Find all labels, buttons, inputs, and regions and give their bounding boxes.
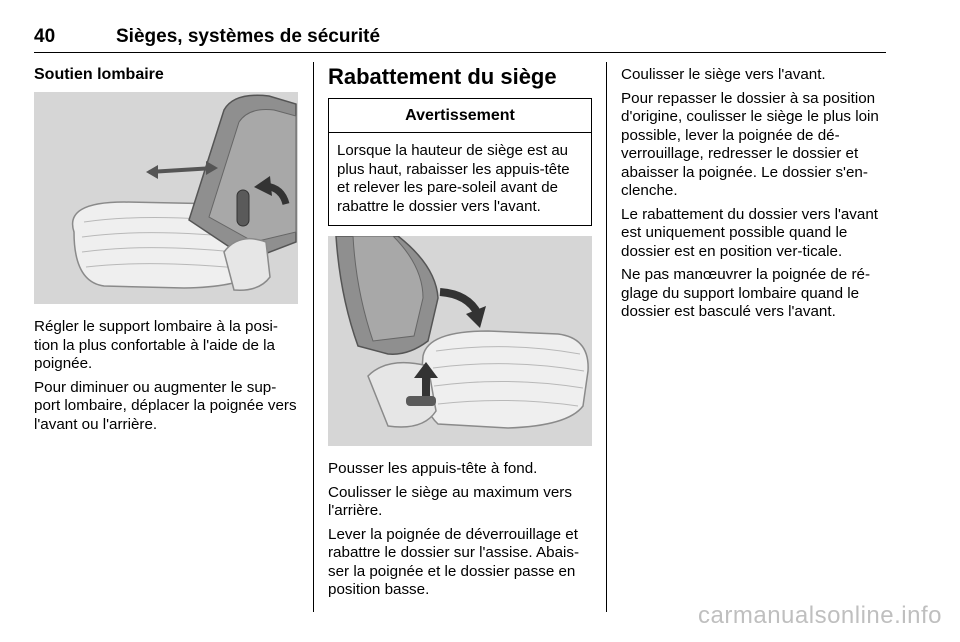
- column-seat-folding: [328, 62, 592, 605]
- return-paragraph-4: Ne pas manœuvrer la poignée de ré-glage du support lombaire quand le dossier est basculé vers l'avant.: [621, 266, 871, 320]
- section-title: Sièges, systèmes de sécurité: [116, 26, 381, 47]
- warning-title: Avertissement: [329, 99, 591, 133]
- folding-paragraph-3: Lever la poignée de déverrouillage et rabattre le dossier sur l'assise. Abais-ser la poignée et le dossier passe en position basse.: [328, 525, 580, 598]
- watermark: carmanualsonline.info: [698, 602, 942, 629]
- folding-paragraph-1: Pousser les appuis-tête à fond.: [328, 460, 538, 477]
- seat-folding-heading: Rabattement du siège: [328, 64, 557, 89]
- return-paragraph-1: Coulisser le siège vers l'avant.: [621, 66, 826, 83]
- column-seat-return: [621, 62, 887, 327]
- warning-text: Lorsque la hauteur de siège est au plus haut, rabaisser les appuis-tête et relever les pare-soleil avant de rabattre le dossier vers l'avant.: [337, 142, 570, 215]
- column-lumbar-support: [34, 62, 298, 439]
- page-number: 40: [34, 26, 56, 47]
- warning-box: [328, 98, 592, 226]
- page-header: [34, 24, 886, 53]
- return-paragraph-2: Pour repasser le dossier à sa position d'origine, coulisser le siège le plus loin possible, lever la poignée de dé-verrouillage, redresser le dossier et abaisser la poignée. Le dossier s'en-clenche.: [621, 89, 879, 199]
- column-divider: [313, 62, 314, 612]
- lumbar-paragraph-2: Pour diminuer ou augmenter le sup-port lombaire, déplacer la poignée vers l'avant ou l'arrière.: [34, 378, 297, 433]
- lumbar-paragraph-1: Régler le support lombaire à la posi-tion la plus confortable à l'aide de la poignée.: [34, 318, 278, 372]
- column-divider: [606, 62, 607, 612]
- lumbar-support-heading: Soutien lombaire: [34, 66, 164, 83]
- folding-paragraph-2: Coulisser le siège au maximum vers l'arrière.: [328, 483, 572, 519]
- lumbar-support-illustration: [34, 92, 298, 304]
- return-paragraph-3: Le rabattement du dossier vers l'avant est uniquement possible quand le dossier est en position ver-ticale.: [621, 205, 879, 260]
- seat-folding-illustration: [328, 236, 592, 446]
